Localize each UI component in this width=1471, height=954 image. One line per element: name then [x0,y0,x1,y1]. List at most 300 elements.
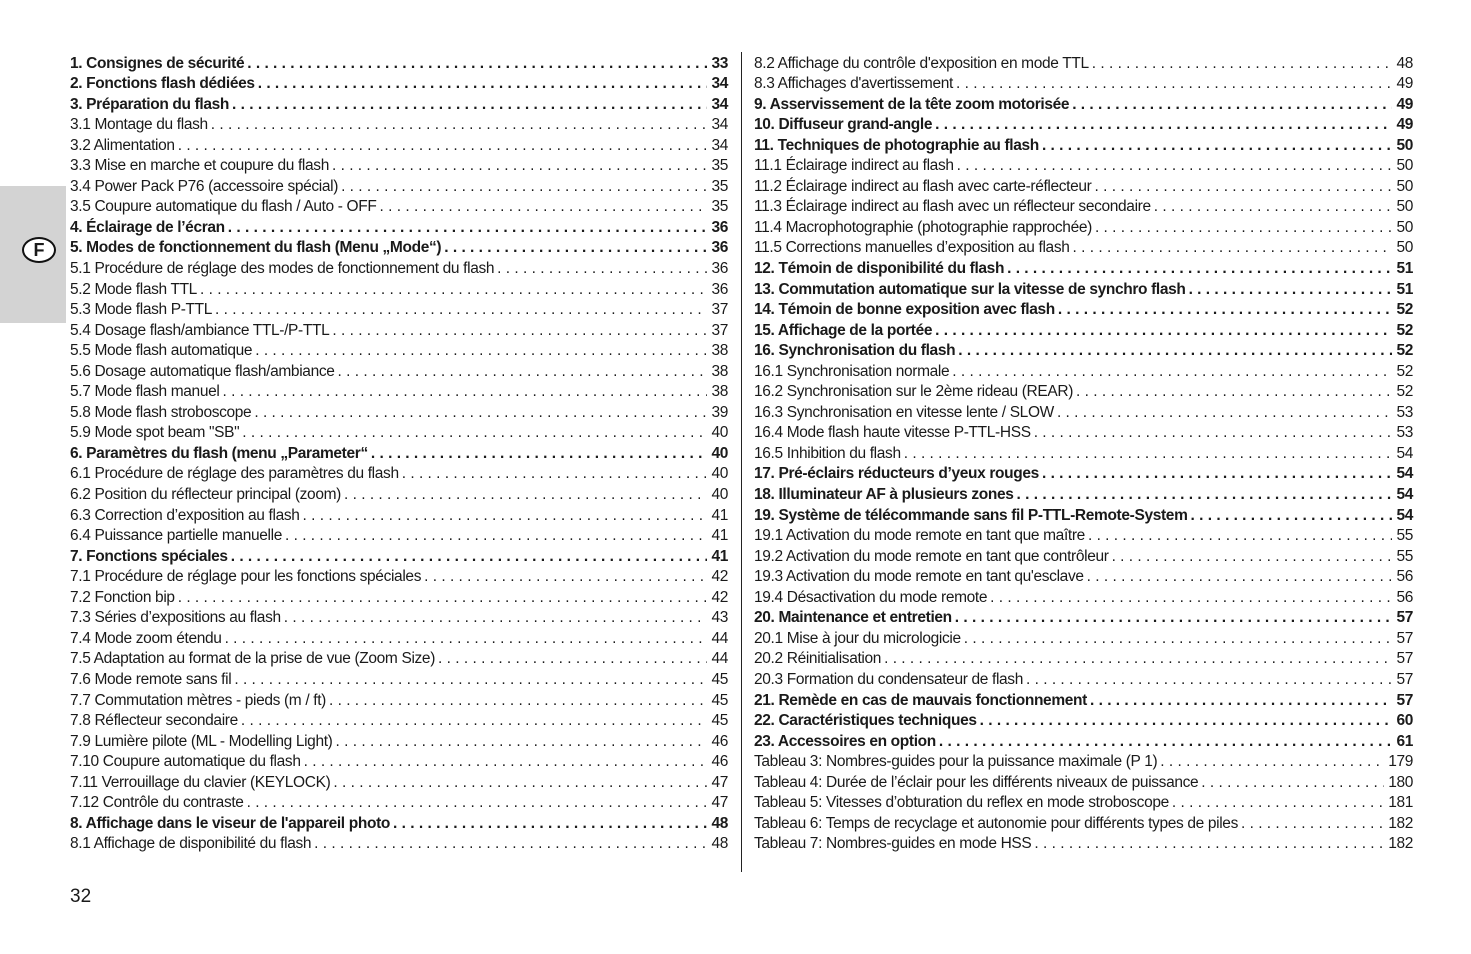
toc-entry-title: 20.1 Mise à jour du micrologicie [754,629,961,647]
toc-leader-dots [1017,485,1393,505]
toc-leader-dots [497,259,707,279]
toc-entry-title: 3.1 Montage du flash [70,116,208,134]
toc-entry-page: 37 [711,321,728,339]
toc-entry-page: 57 [1396,650,1413,668]
toc-entry-title: 7.5 Adaptation au format de la prise de vue (Zoom Size) [70,650,436,668]
toc-entry-title: 13. Commutation automatique sur la vitesse de synchro flash [754,280,1186,298]
toc-entry-title: 6.1 Procédure de réglage des paramètres du flash [70,465,399,483]
toc-entry-page: 36 [711,260,728,278]
toc-leader-dots [964,629,1393,649]
toc-entry-page: 180 [1388,773,1413,791]
toc-leader-dots [1073,238,1393,258]
toc-entry-title: 5.2 Mode flash TTL [70,280,197,298]
toc-entry[interactable] [754,834,1413,855]
toc-entry-title: 5.5 Mode flash automatique [70,342,253,360]
toc-entry-page: 48 [1396,54,1413,72]
toc-entry[interactable] [70,423,728,444]
toc-entry-title: 11.5 Corrections manuelles d’exposition au flash [754,239,1070,257]
toc-entry-title: 5.6 Dosage automatique flash/ambiance [70,362,335,380]
toc-entry-title: 19.4 Désactivation du mode remote [754,588,988,606]
toc-entry[interactable] [754,382,1413,403]
toc-entry-page: 43 [711,609,728,627]
toc-entry-title: Tableau 3: Nombres-guides pour la puissance maximale (P 1) [754,753,1158,771]
toc-leader-dots [1154,197,1393,217]
toc-leader-dots [225,629,708,649]
toc-entry-title: 16.4 Mode flash haute vitesse P-TTL-HSS [754,424,1031,442]
toc-entry[interactable] [70,567,728,588]
toc-entry-page: 34 [711,95,728,113]
toc-entry[interactable] [70,176,728,197]
toc-leader-dots [444,238,707,258]
toc-entry-page: 54 [1396,465,1413,483]
toc-entry-page: 36 [711,218,728,236]
toc-entry-title: 9. Asservissement de la tête zoom motorisée [754,95,1070,113]
toc-entry-page: 46 [711,753,728,771]
toc-entry[interactable] [754,320,1413,341]
toc-entry-title: 8.1 Affichage de disponibilité du flash [70,835,312,853]
toc-entry-title: 19.3 Activation du mode remote en tant qu'esclave [754,568,1084,586]
toc-entry[interactable] [70,320,728,341]
toc-entry[interactable] [754,341,1413,362]
toc-entry-page: 35 [711,157,728,175]
toc-entry-title: 11.2 Éclairage indirect au flash avec carte-réflecteur [754,177,1092,195]
toc-right-column [754,53,1413,854]
toc-entry[interactable] [754,526,1413,547]
toc-entry[interactable] [754,505,1413,526]
toc-leader-dots [1241,814,1384,834]
toc-entry-page: 60 [1396,712,1413,730]
toc-entry[interactable] [70,505,728,526]
toc-entry-title: 3.2 Alimentation [70,136,175,154]
toc-entry[interactable] [754,258,1413,279]
toc-leader-dots [1189,280,1393,300]
toc-entry-page: 57 [1396,691,1413,709]
toc-entry-page: 53 [1396,424,1413,442]
toc-entry[interactable] [754,361,1413,382]
toc-entry[interactable] [70,279,728,300]
toc-entry[interactable] [70,464,728,485]
toc-entry[interactable] [70,443,728,464]
toc-entry-page: 48 [711,835,728,853]
toc-entry[interactable] [754,156,1413,177]
toc-leader-dots [228,218,708,238]
toc-leader-dots [254,403,707,423]
toc-leader-dots [329,691,707,711]
toc-entry[interactable] [754,115,1413,136]
toc-entry[interactable] [754,608,1413,629]
toc-entry-title: 5.7 Mode flash manuel [70,383,220,401]
toc-entry-title: 5. Modes de fonctionnement du flash (Menu „Mode“) [70,239,442,257]
toc-entry-page: 54 [1396,506,1413,524]
toc-entry-title: 19.2 Activation du mode remote en tant que contrôleur [754,547,1109,565]
toc-leader-dots [1057,403,1393,423]
toc-entry[interactable] [754,628,1413,649]
toc-entry-title: 7.10 Coupure automatique du flash [70,753,301,771]
toc-leader-dots [258,74,708,94]
toc-leader-dots [402,464,708,484]
toc-leader-dots [255,341,707,361]
toc-leader-dots [393,814,707,834]
toc-entry-title: 6.2 Position du réflecteur principal (zoom) [70,486,341,504]
toc-leader-dots [1201,773,1384,793]
toc-entry-page: 56 [1396,568,1413,586]
toc-entry-page: 50 [1396,239,1413,257]
toc-entry-page: 61 [1396,732,1413,750]
toc-entry[interactable] [70,793,728,814]
toc-entry-page: 40 [711,424,728,442]
toc-entry-title: 23. Accessoires en option [754,732,936,750]
toc-entry-title: 5.1 Procédure de réglage des modes de fonctionnement du flash [70,260,495,278]
toc-entry-page: 55 [1396,527,1413,545]
toc-entry[interactable] [70,115,728,136]
toc-entry-title: 16.5 Inhibition du flash [754,444,901,462]
toc-entry[interactable] [70,669,728,690]
toc-entry[interactable] [70,94,728,115]
toc-entry-page: 46 [711,732,728,750]
toc-entry[interactable] [754,53,1413,74]
toc-entry[interactable] [754,813,1413,834]
toc-entry[interactable] [70,258,728,279]
toc-entry-page: 47 [711,773,728,791]
toc-entry-page: 56 [1396,588,1413,606]
toc-entry[interactable] [754,443,1413,464]
toc-entry-title: 11.4 Macrophotographie (photographie rapprochée) [754,218,1092,236]
toc-leader-dots [1087,567,1393,587]
toc-entry[interactable] [754,464,1413,485]
toc-entry-title: 7.4 Mode zoom étendu [70,629,222,647]
toc-entry-title: 22. Caractéristiques techniques [754,712,977,730]
toc-entry-title: 8.3 Affichages d'avertissement [754,75,953,93]
toc-entry-title: 6.4 Puissance partielle manuelle [70,527,282,545]
toc-entry-title: 12. Témoin de disponibilité du flash [754,260,1005,278]
toc-entry-title: 20.3 Formation du condensateur de flash [754,670,1023,688]
toc-leader-dots [956,74,1392,94]
toc-entry[interactable] [754,587,1413,608]
toc-entry-page: 42 [711,588,728,606]
toc-left-column [70,53,728,854]
toc-entry[interactable] [70,135,728,156]
toc-entry-title: 7.3 Séries d’expositions au flash [70,609,281,627]
toc-entry-page: 34 [711,116,728,134]
toc-leader-dots [1034,834,1384,854]
toc-entry-title: 20. Maintenance et entretien [754,609,952,627]
toc-leader-dots [336,732,708,752]
toc-entry-page: 54 [1396,486,1413,504]
toc-entry[interactable] [754,649,1413,670]
toc-entry[interactable] [70,834,728,855]
toc-entry-page: 50 [1396,218,1413,236]
toc-leader-dots [304,752,708,772]
toc-entry[interactable] [70,546,728,567]
toc-entry[interactable] [754,300,1413,321]
toc-entry-title: 19.1 Activation du mode remote en tant que maître [754,527,1085,545]
toc-leader-dots [178,136,708,156]
toc-entry[interactable] [754,669,1413,690]
toc-entry[interactable] [70,752,728,773]
toc-leader-dots [1160,752,1384,772]
toc-leader-dots [371,444,708,464]
toc-entry[interactable] [754,752,1413,773]
toc-entry[interactable] [754,793,1413,814]
toc-entry-title: 4. Éclairage de l’écran [70,218,225,236]
toc-entry[interactable] [70,587,728,608]
toc-entry-title: 7.7 Commutation mètres - pieds (m / ft) [70,691,326,709]
toc-entry[interactable] [754,238,1413,259]
toc-entry-title: 17. Pré-éclairs réducteurs d’yeux rouges [754,465,1039,483]
toc-entry-page: 57 [1396,629,1413,647]
toc-leader-dots [980,711,1393,731]
toc-entry-title: 5.4 Dosage flash/ambiance TTL-/P-TTL [70,321,330,339]
toc-leader-dots [952,362,1392,382]
toc-entry-page: 44 [711,650,728,668]
toc-entry[interactable] [754,484,1413,505]
toc-leader-dots [241,711,708,731]
toc-entry-page: 38 [711,342,728,360]
toc-leader-dots [338,362,708,382]
toc-entry-title: 7. Fonctions spéciales [70,547,228,565]
toc-leader-dots [1191,506,1393,526]
toc-entry-page: 42 [711,568,728,586]
toc-entry-title: 21. Remède en cas de mauvais fonctionnement [754,691,1087,709]
toc-entry[interactable] [70,74,728,95]
toc-entry[interactable] [754,94,1413,115]
toc-entry[interactable] [70,156,728,177]
toc-entry-page: 33 [711,54,728,72]
toc-entry-page: 40 [711,465,728,483]
toc-leader-dots [344,485,707,505]
toc-entry-title: 7.8 Réflecteur secondaire [70,712,238,730]
toc-leader-dots [333,773,707,793]
toc-entry[interactable] [70,300,728,321]
toc-leader-dots [341,177,707,197]
toc-leader-dots [222,382,707,402]
toc-entry[interactable] [70,649,728,670]
toc-entry-title: 8.2 Affichage du contrôle d'exposition en mode TTL [754,54,1089,72]
toc-entry-title: 6.3 Correction d’exposition au flash [70,506,300,524]
toc-leader-dots [1095,218,1393,238]
toc-leader-dots [332,156,707,176]
toc-entry-title: 11.1 Éclairage indirect au flash [754,157,954,175]
toc-entry-title: 16.1 Synchronisation normale [754,362,950,380]
toc-entry-title: 6. Paramètres du flash (menu „Parameter“ [70,444,368,462]
toc-entry-page: 41 [711,506,728,524]
toc-entry-title: 1. Consignes de sécurité [70,54,245,72]
toc-entry-page: 35 [711,198,728,216]
toc-entry-page: 41 [711,547,728,565]
toc-entry-page: 45 [711,691,728,709]
toc-entry-title: 18. Illuminateur AF à plusieurs zones [754,486,1014,504]
toc-leader-dots [285,526,707,546]
toc-entry-page: 52 [1396,383,1413,401]
toc-entry[interactable] [754,772,1413,793]
toc-leader-dots [234,670,707,690]
toc-leader-dots [284,608,708,628]
toc-entry-page: 45 [711,670,728,688]
toc-leader-dots [211,115,708,135]
toc-entry[interactable] [70,361,728,382]
toc-entry[interactable] [754,402,1413,423]
toc-entry-title: 16. Synchronisation du flash [754,342,956,360]
toc-entry[interactable] [754,731,1413,752]
toc-entry[interactable] [70,772,728,793]
toc-entry-title: 3. Préparation du flash [70,95,230,113]
toc-entry-page: 49 [1396,75,1413,93]
toc-entry-page: 38 [711,383,728,401]
toc-entry-page: 52 [1396,321,1413,339]
toc-entry-page: 52 [1396,362,1413,380]
toc-entry[interactable] [70,608,728,629]
toc-entry[interactable] [754,711,1413,732]
toc-entry-page: 49 [1396,116,1413,134]
toc-entry-title: 2. Fonctions flash dédiées [70,75,255,93]
toc-entry-title: Tableau 5: Vitesses d’obturation du reflex en mode stroboscope [754,794,1169,812]
toc-entry-title: 7.6 Mode remote sans fil [70,670,232,688]
toc-leader-dots [303,506,708,526]
toc-entry[interactable] [70,628,728,649]
toc-leader-dots [884,649,1392,669]
toc-entry-title: 16.3 Synchronisation en vitesse lente / SLOW [754,403,1054,421]
toc-entry-title: 7.12 Contrôle du contraste [70,794,244,812]
toc-leader-dots [1058,300,1393,320]
toc-entry-page: 38 [711,362,728,380]
toc-entry-page: 37 [711,301,728,319]
toc-entry-title: 14. Témoin de bonne exposition avec flash [754,301,1055,319]
toc-leader-dots [178,588,708,608]
toc-entry-page: 50 [1396,157,1413,175]
toc-entry-page: 52 [1396,342,1413,360]
toc-entry-page: 35 [711,177,728,195]
toc-leader-dots [1090,691,1392,711]
toc-entry[interactable] [754,74,1413,95]
toc-entry-page: 34 [711,136,728,154]
toc-leader-dots [200,280,707,300]
toc-entry-page: 181 [1388,794,1413,812]
toc-entry-page: 179 [1388,753,1413,771]
toc-entry[interactable] [70,197,728,218]
toc-entry-page: 39 [711,403,728,421]
toc-leader-dots [314,834,707,854]
toc-leader-dots [955,608,1393,628]
toc-leader-dots [935,115,1392,135]
page-number: 32 [70,886,92,907]
toc-leader-dots [1095,177,1393,197]
toc-entry-page: 182 [1388,814,1413,832]
toc-leader-dots [957,156,1393,176]
toc-entry-title: Tableau 4: Durée de l’éclair pour les différents niveaux de puissance [754,773,1199,791]
toc-entry-title: 5.3 Mode flash P-TTL [70,301,213,319]
toc-entry-page: 34 [711,75,728,93]
toc-entry[interactable] [70,402,728,423]
toc-entry-page: 40 [711,444,728,462]
toc-leader-dots [1088,526,1393,546]
toc-entry[interactable] [754,197,1413,218]
toc-entry-page: 50 [1396,198,1413,216]
toc-entry-page: 54 [1396,444,1413,462]
toc-entry[interactable] [754,279,1413,300]
toc-entry[interactable] [70,53,728,74]
toc-entry-title: 3.3 Mise en marche et coupure du flash [70,157,329,175]
toc-entry-title: 11. Techniques de photographie au flash [754,136,1039,154]
toc-entry-title: 3.5 Coupure automatique du flash / Auto - OFF [70,198,377,216]
toc-entry[interactable] [70,711,728,732]
toc-entry-page: 36 [711,239,728,257]
toc-leader-dots [939,732,1393,752]
toc-leader-dots [958,341,1392,361]
toc-entry[interactable] [754,135,1413,156]
toc-leader-dots [231,547,708,567]
toc-leader-dots [424,567,707,587]
toc-leader-dots [1034,423,1393,443]
toc-entry-page: 49 [1396,95,1413,113]
toc-entry[interactable] [70,238,728,259]
toc-entry-title: 20.2 Réinitialisation [754,650,882,668]
toc-entry-page: 47 [711,794,728,812]
toc-entry[interactable] [754,176,1413,197]
toc-entry-title: 8. Affichage dans le viseur de l'appareil photo [70,814,390,832]
toc-leader-dots [1026,670,1392,690]
toc-entry-page: 36 [711,280,728,298]
toc-entry[interactable] [754,690,1413,711]
toc-entry[interactable] [70,382,728,403]
toc-leader-dots [380,197,708,217]
toc-leader-dots [1042,464,1393,484]
toc-leader-dots [1072,95,1392,115]
toc-entry-title: 7.11 Verrouillage du clavier (KEYLOCK) [70,773,331,791]
toc-entry-title: 7.9 Lumière pilote (ML - Modelling Light) [70,732,333,750]
toc-entry-title: 7.2 Fonction bip [70,588,175,606]
toc-leader-dots [247,54,707,74]
toc-entry-page: 53 [1396,403,1413,421]
toc-leader-dots [1112,547,1393,567]
toc-entry-title: 5.9 Mode spot beam "SB" [70,424,240,442]
toc-leader-dots [1172,793,1384,813]
toc-entry-title: 15. Affichage de la portée [754,321,933,339]
column-divider [741,52,742,872]
toc-entry[interactable] [70,813,728,834]
toc-entry-page: 40 [711,486,728,504]
toc-entry-title: Tableau 6: Temps de recyclage et autonomie pour différents types de piles [754,814,1238,832]
toc-entry[interactable] [70,731,728,752]
toc-entry[interactable] [754,217,1413,238]
toc-entry-title: 11.3 Éclairage indirect au flash avec un réflecteur secondaire [754,198,1151,216]
toc-leader-dots [1076,382,1392,402]
toc-entry[interactable] [70,690,728,711]
toc-entry-page: 57 [1396,670,1413,688]
toc-leader-dots [332,321,707,341]
toc-entry-page: 45 [711,712,728,730]
toc-entry-page: 55 [1396,547,1413,565]
toc-entry-title: 16.2 Synchronisation sur le 2ème rideau (REAR) [754,383,1074,401]
toc-entry[interactable] [70,341,728,362]
toc-entry-page: 51 [1396,260,1413,278]
toc-leader-dots [242,423,707,443]
toc-entry-page: 50 [1396,136,1413,154]
toc-leader-dots [990,588,1392,608]
toc-entry[interactable] [754,567,1413,588]
toc-entry[interactable] [70,484,728,505]
toc-leader-dots [935,321,1392,341]
toc-entry-page: 48 [711,814,728,832]
toc-entry-title: 3.4 Power Pack P76 (accessoire spécial) [70,177,339,195]
toc-entry[interactable] [70,526,728,547]
toc-leader-dots [232,95,707,115]
toc-entry[interactable] [754,546,1413,567]
toc-entry[interactable] [754,423,1413,444]
toc-entry-page: 51 [1396,280,1413,298]
toc-entry-page: 41 [711,527,728,545]
toc-entry[interactable] [70,217,728,238]
language-tab-label: F [22,237,56,263]
